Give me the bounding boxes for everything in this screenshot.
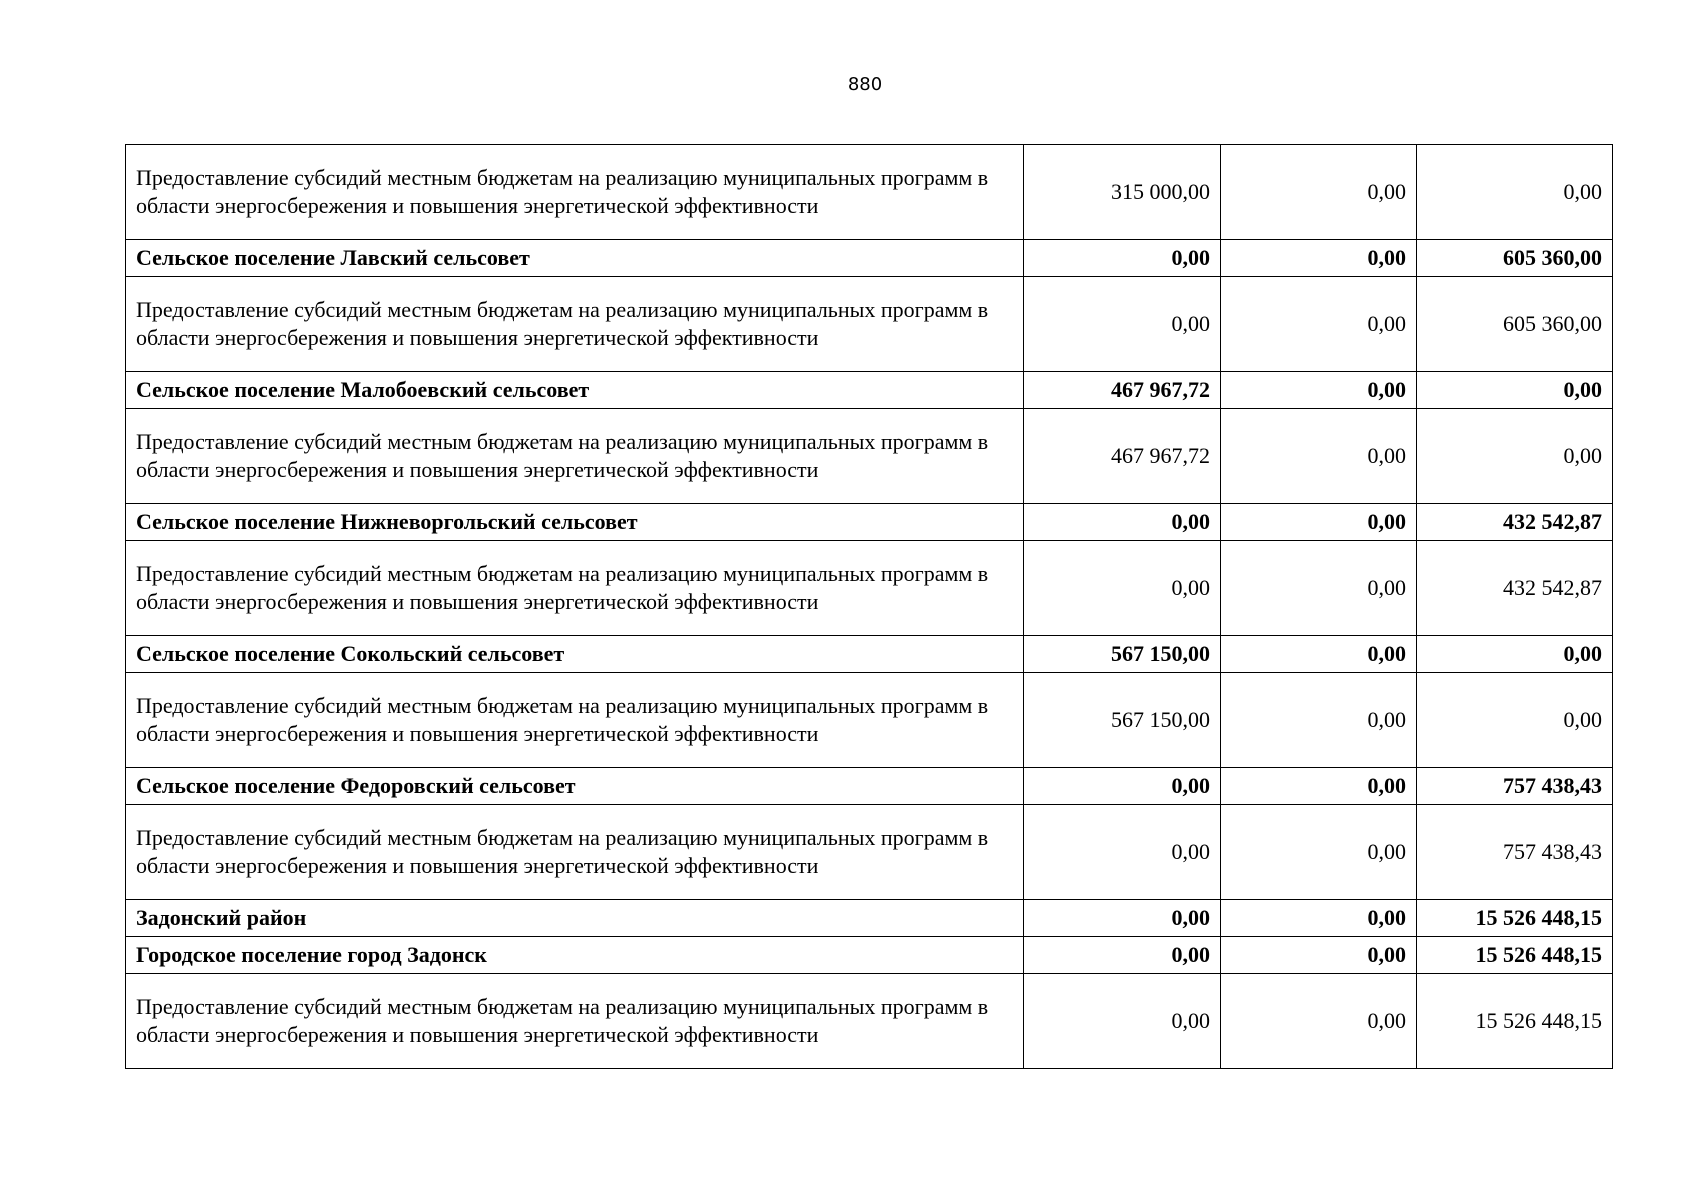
amount-cell-3: 605 360,00 xyxy=(1417,277,1613,372)
amount-cell-3: 0,00 xyxy=(1417,145,1613,240)
amount-cell-1: 0,00 xyxy=(1024,277,1221,372)
row-name-cell: Сельское поселение Нижневоргольский сельсовет xyxy=(126,504,1024,541)
row-name-cell: Сельское поселение Федоровский сельсовет xyxy=(126,768,1024,805)
table-row-settlement xyxy=(126,504,1613,541)
amount-cell-1: 0,00 xyxy=(1024,240,1221,277)
amount-cell-2: 0,00 xyxy=(1221,277,1417,372)
row-name-cell: Предоставление субсидий местным бюджетам на реализацию муниципальных программ в области энергосбережения и повышения энергетической эффективности xyxy=(126,805,1024,900)
amount-cell-3: 432 542,87 xyxy=(1417,541,1613,636)
amount-cell-2: 0,00 xyxy=(1221,409,1417,504)
amount-cell-1: 467 967,72 xyxy=(1024,409,1221,504)
amount-cell-2: 0,00 xyxy=(1221,541,1417,636)
amount-cell-1: 0,00 xyxy=(1024,504,1221,541)
amount-cell-2: 0,00 xyxy=(1221,240,1417,277)
row-name-cell: Предоставление субсидий местным бюджетам на реализацию муниципальных программ в области энергосбережения и повышения энергетической эффективности xyxy=(126,673,1024,768)
amount-cell-3: 15 526 448,15 xyxy=(1417,974,1613,1069)
amount-cell-1: 315 000,00 xyxy=(1024,145,1221,240)
row-name-cell: Предоставление субсидий местным бюджетам на реализацию муниципальных программ в области энергосбережения и повышения энергетической эффективности xyxy=(126,409,1024,504)
amount-cell-3: 605 360,00 xyxy=(1417,240,1613,277)
amount-cell-2: 0,00 xyxy=(1221,636,1417,673)
table-row-settlement xyxy=(126,240,1613,277)
amount-cell-3: 757 438,43 xyxy=(1417,805,1613,900)
table-row-settlement xyxy=(126,372,1613,409)
amount-cell-2: 0,00 xyxy=(1221,372,1417,409)
amount-cell-1: 0,00 xyxy=(1024,768,1221,805)
amount-cell-2: 0,00 xyxy=(1221,937,1417,974)
amount-cell-3: 0,00 xyxy=(1417,372,1613,409)
table-row-settlement xyxy=(126,636,1613,673)
row-name-cell: Предоставление субсидий местным бюджетам на реализацию муниципальных программ в области энергосбережения и повышения энергетической эффективности xyxy=(126,145,1024,240)
row-name-cell: Предоставление субсидий местным бюджетам на реализацию муниципальных программ в области энергосбережения и повышения энергетической эффективности xyxy=(126,974,1024,1069)
row-name-cell: Предоставление субсидий местным бюджетам на реализацию муниципальных программ в области энергосбережения и повышения энергетической эффективности xyxy=(126,277,1024,372)
row-name-cell: Сельское поселение Малобоевский сельсовет xyxy=(126,372,1024,409)
amount-cell-2: 0,00 xyxy=(1221,768,1417,805)
amount-cell-3: 15 526 448,15 xyxy=(1417,900,1613,937)
amount-cell-3: 0,00 xyxy=(1417,636,1613,673)
table-row-district xyxy=(126,900,1613,937)
amount-cell-2: 0,00 xyxy=(1221,673,1417,768)
row-name-cell: Городское поселение город Задонск xyxy=(126,937,1024,974)
row-name-cell: Сельское поселение Сокольский сельсовет xyxy=(126,636,1024,673)
amount-cell-1: 0,00 xyxy=(1024,900,1221,937)
table-row-subsidy xyxy=(126,277,1613,372)
table-row-settlement xyxy=(126,768,1613,805)
page-number: 880 xyxy=(847,74,883,95)
amount-cell-1: 467 967,72 xyxy=(1024,372,1221,409)
amount-cell-2: 0,00 xyxy=(1221,145,1417,240)
amount-cell-1: 567 150,00 xyxy=(1024,636,1221,673)
amount-cell-2: 0,00 xyxy=(1221,974,1417,1069)
row-name-cell: Предоставление субсидий местным бюджетам на реализацию муниципальных программ в области энергосбережения и повышения энергетической эффективности xyxy=(126,541,1024,636)
table-row-settlement xyxy=(126,937,1613,974)
amount-cell-2: 0,00 xyxy=(1221,805,1417,900)
table-row-subsidy xyxy=(126,805,1613,900)
amount-cell-3: 0,00 xyxy=(1417,673,1613,768)
amount-cell-1: 0,00 xyxy=(1024,974,1221,1069)
row-name-cell: Задонский район xyxy=(126,900,1024,937)
amount-cell-3: 15 526 448,15 xyxy=(1417,937,1613,974)
table-row-subsidy xyxy=(126,974,1613,1069)
table-row-subsidy xyxy=(126,409,1613,504)
amount-cell-1: 0,00 xyxy=(1024,937,1221,974)
amount-cell-1: 567 150,00 xyxy=(1024,673,1221,768)
budget-table xyxy=(125,144,1613,1069)
amount-cell-2: 0,00 xyxy=(1221,900,1417,937)
row-name-cell: Сельское поселение Лавский сельсовет xyxy=(126,240,1024,277)
amount-cell-2: 0,00 xyxy=(1221,504,1417,541)
amount-cell-1: 0,00 xyxy=(1024,805,1221,900)
amount-cell-3: 432 542,87 xyxy=(1417,504,1613,541)
table-row-subsidy xyxy=(126,145,1613,240)
amount-cell-3: 0,00 xyxy=(1417,409,1613,504)
amount-cell-3: 757 438,43 xyxy=(1417,768,1613,805)
amount-cell-1: 0,00 xyxy=(1024,541,1221,636)
table-row-subsidy xyxy=(126,673,1613,768)
table-row-subsidy xyxy=(126,541,1613,636)
